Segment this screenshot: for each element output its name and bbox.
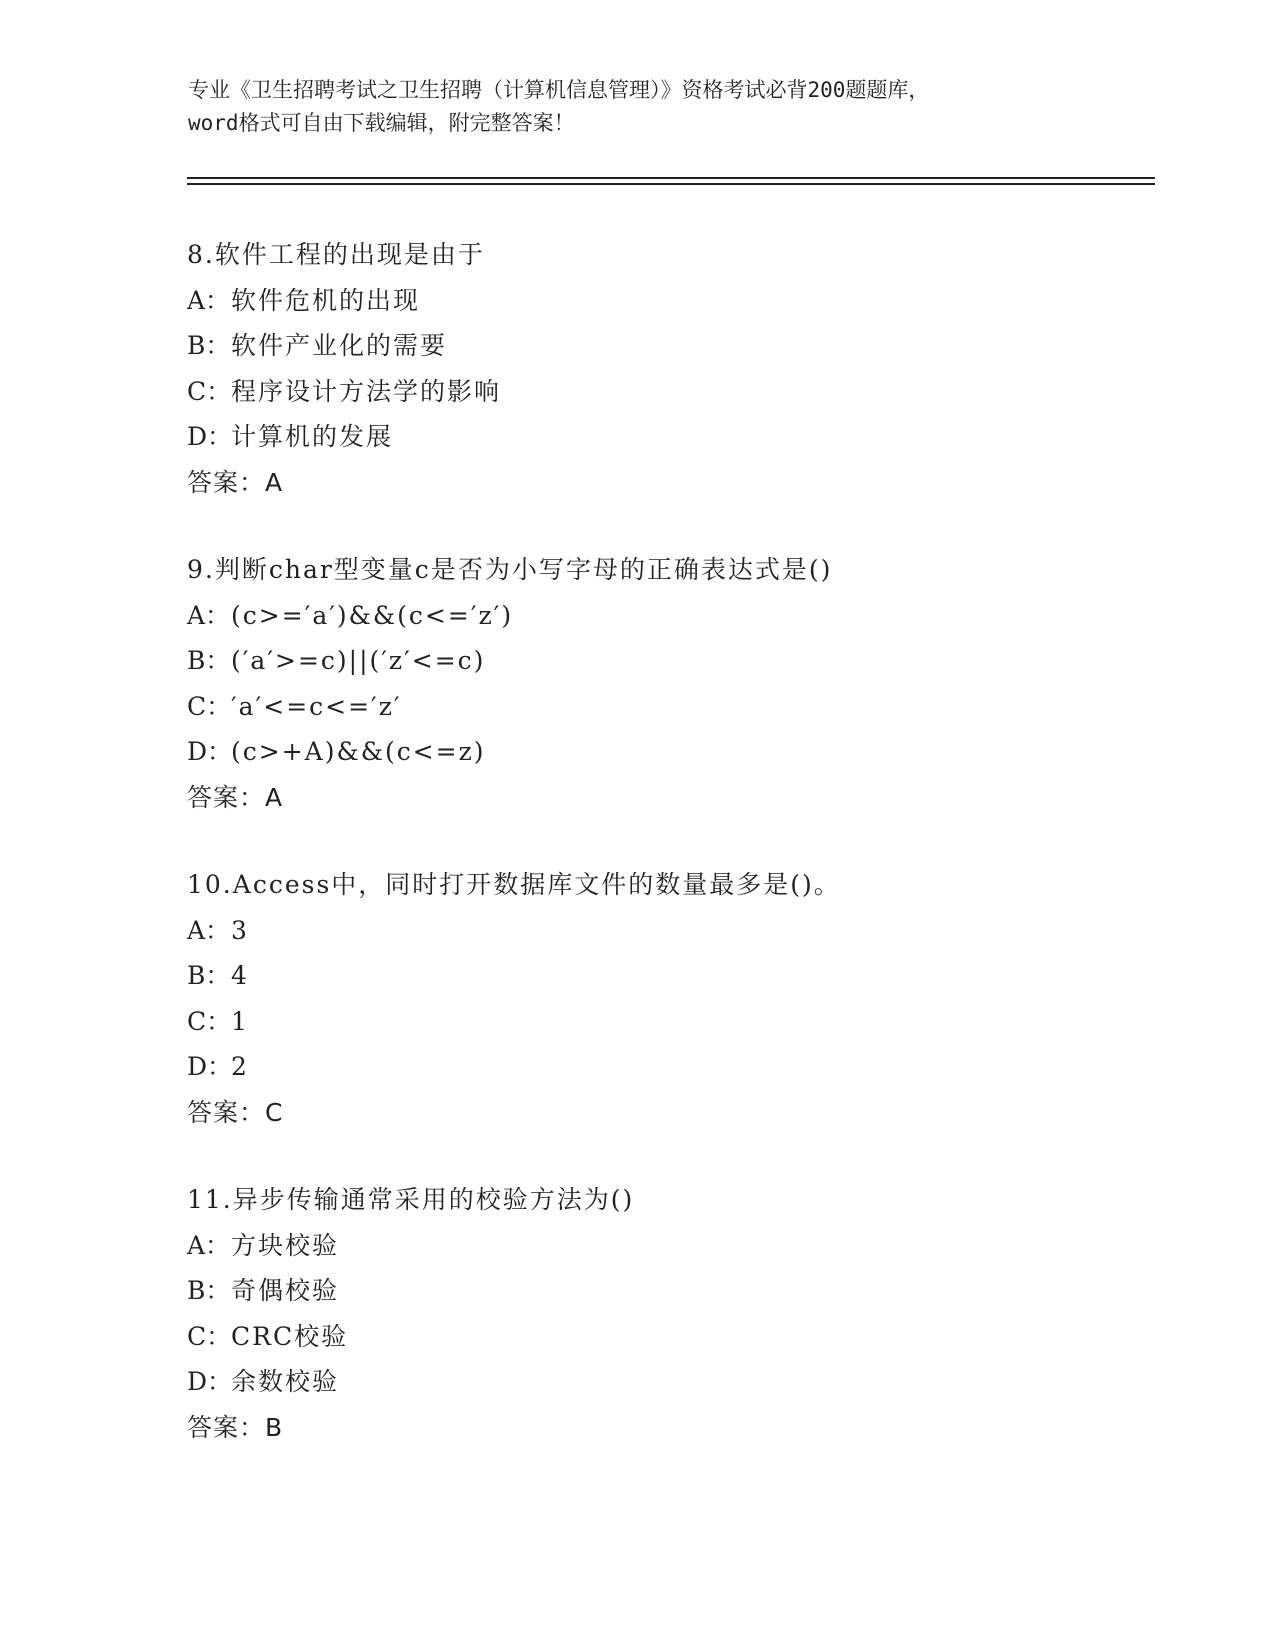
option-key: A：	[187, 285, 231, 315]
question-stem: 10.Access中，同时打开数据库文件的数量最多是()。	[187, 870, 841, 899]
option-key: D：	[187, 1052, 233, 1081]
question-10	[187, 862, 1187, 1135]
option-text: 软件危机的出现	[231, 285, 421, 315]
option-text: 方块校验	[231, 1230, 340, 1260]
header-line-2: word格式可自由下载编辑，附完整答案！	[188, 111, 575, 135]
option-text: 1	[231, 1006, 249, 1036]
option-key: D：	[187, 422, 233, 451]
option-text: 4	[231, 961, 249, 990]
question-stem: 8.软件工程的出现是由于	[187, 240, 485, 269]
option-text: 程序设计方法学的影响	[231, 376, 502, 406]
option-d	[187, 729, 1187, 775]
option-text: CRC校验	[231, 1321, 349, 1351]
question-list	[187, 232, 1187, 1492]
question-9	[187, 547, 1187, 820]
option-d	[187, 414, 1187, 460]
answer-line: 答案：A	[187, 782, 284, 812]
option-key: C：	[187, 1321, 232, 1351]
option-a	[187, 278, 1187, 324]
header-line-1: 专业《卫生招聘考试之卫生招聘（计算机信息管理）》资格考试必背200题题库，	[188, 78, 930, 102]
option-d	[187, 1359, 1187, 1405]
option-text: 余数校验	[231, 1367, 340, 1396]
option-c	[187, 1314, 1187, 1360]
option-b	[187, 323, 1187, 369]
question-11	[187, 1177, 1187, 1450]
option-text: ′a′<=c<=′z′	[231, 691, 402, 721]
option-c	[187, 369, 1187, 415]
option-key: B：	[187, 646, 231, 675]
option-text: 3	[231, 915, 249, 945]
option-b	[187, 953, 1187, 999]
answer-line: 答案：A	[187, 467, 284, 497]
option-a	[187, 908, 1187, 954]
option-key: C：	[187, 376, 232, 406]
question-stem: 9.判断char型变量c是否为小写字母的正确表达式是()	[187, 555, 833, 584]
answer-line: 答案：B	[187, 1412, 284, 1442]
option-key: C：	[187, 1006, 232, 1036]
option-a	[187, 1223, 1187, 1269]
option-key: B：	[187, 1276, 231, 1305]
question-8	[187, 232, 1187, 505]
option-text: 计算机的发展	[231, 422, 394, 451]
option-text: 奇偶校验	[231, 1276, 340, 1305]
option-key: C：	[187, 691, 232, 721]
option-text: (′a′>=c)||(′z′<=c)	[231, 646, 486, 675]
header-divider-bottom	[187, 183, 1155, 185]
option-d	[187, 1044, 1187, 1090]
header-divider-top	[187, 177, 1155, 179]
option-key: A：	[187, 600, 231, 630]
option-b	[187, 1268, 1187, 1314]
option-key: D：	[187, 737, 233, 766]
option-b	[187, 638, 1187, 684]
document-header	[188, 74, 1088, 140]
option-text: (c>=′a′)&&(c<=′z′)	[231, 600, 514, 630]
question-stem: 11.异步传输通常采用的校验方法为()	[187, 1185, 635, 1214]
option-text: (c>+A)&&(c<=z)	[231, 737, 486, 766]
option-text: 软件产业化的需要	[231, 331, 448, 360]
option-c	[187, 684, 1187, 730]
option-c	[187, 999, 1187, 1045]
option-key: B：	[187, 331, 231, 360]
option-text: 2	[231, 1052, 249, 1081]
option-key: B：	[187, 961, 231, 990]
option-a	[187, 593, 1187, 639]
option-key: A：	[187, 915, 231, 945]
option-key: D：	[187, 1367, 233, 1396]
answer-line: 答案：C	[187, 1097, 284, 1127]
option-key: A：	[187, 1230, 231, 1260]
